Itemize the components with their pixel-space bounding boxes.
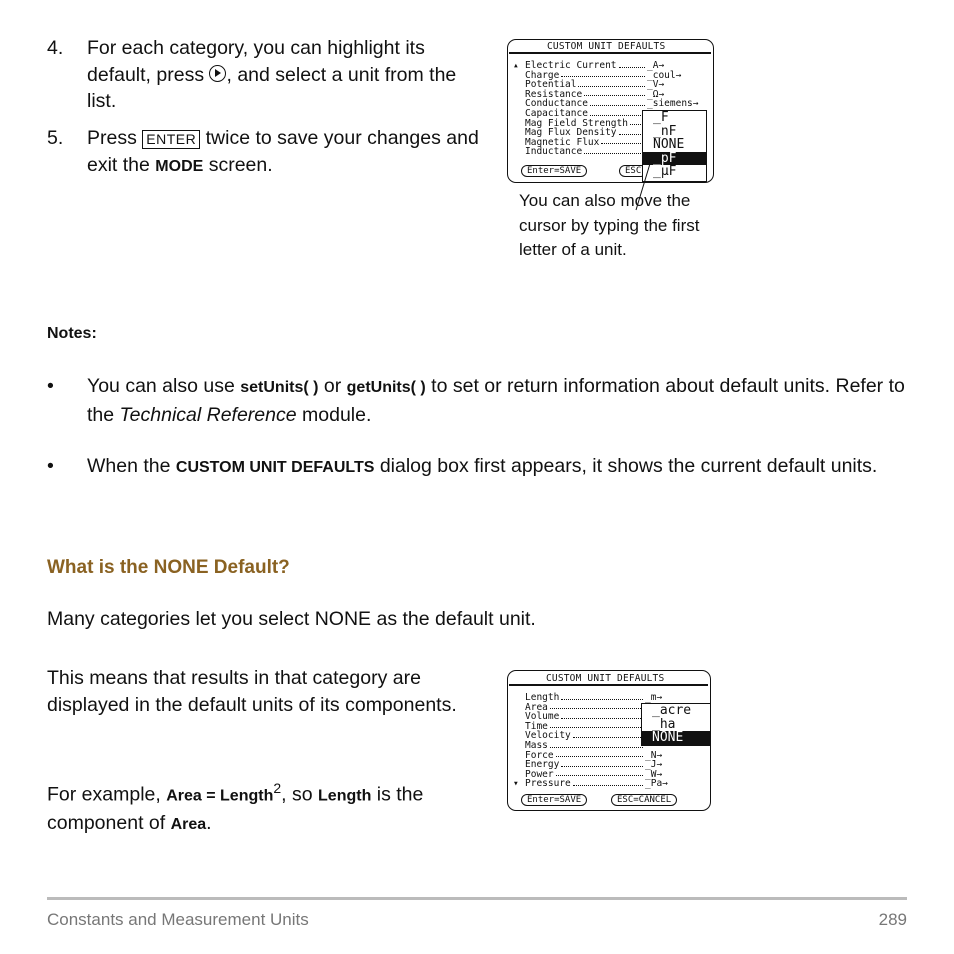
dot-leader xyxy=(573,779,643,786)
esc-cancel-button[interactable]: ESC=CANCEL xyxy=(611,794,677,806)
dot-leader xyxy=(550,741,643,748)
unit-category-label: Pressure xyxy=(525,778,571,790)
scroll-marker-icon xyxy=(513,119,525,129)
dot-leader xyxy=(601,138,645,145)
custom-unit-defaults-screen xyxy=(507,39,715,184)
paragraph-text: is the component of xyxy=(47,783,424,834)
step-number: 4. xyxy=(47,37,64,59)
note-bullet-2 xyxy=(47,453,907,482)
right-arrow-key-icon xyxy=(209,65,226,82)
unit-category-label: Force xyxy=(525,749,554,761)
unit-option[interactable]: NONE xyxy=(653,137,685,152)
step-number: 5. xyxy=(47,127,64,149)
scroll-marker-icon xyxy=(513,71,525,81)
unit-option[interactable]: _ha xyxy=(652,716,676,732)
dot-leader xyxy=(578,80,645,87)
screen-title: CUSTOM UNIT DEFAULTS xyxy=(546,673,665,684)
unit-default-value[interactable]: _N→ xyxy=(645,749,663,761)
paragraph: This means that results in that category are displayed in the default units of its components. xyxy=(47,667,457,716)
notes-label: Notes: xyxy=(47,325,97,342)
scroll-marker-icon xyxy=(513,109,525,119)
dot-leader xyxy=(584,90,645,97)
note-bullet-1 xyxy=(47,373,907,428)
unit-category-label: Length xyxy=(525,692,560,703)
unit-default-value[interactable]: _Ω→ xyxy=(647,88,665,100)
unit-option[interactable]: _μF xyxy=(653,164,677,179)
dot-leader xyxy=(590,99,645,106)
unit-category-label: Charge xyxy=(525,69,560,81)
step-text: For each category, you can highlight its default, press xyxy=(87,37,425,86)
dot-leader xyxy=(561,693,643,700)
area-term: Area xyxy=(170,816,207,833)
paragraph-text: . xyxy=(206,812,212,834)
scroll-marker-icon xyxy=(513,712,525,722)
scroll-marker-icon xyxy=(513,80,525,90)
paragraph: Many categories let you select NONE as the default unit. xyxy=(47,608,536,630)
unit-default-value[interactable]: _A→ xyxy=(647,60,665,71)
bullet-icon: • xyxy=(47,375,54,397)
unit-default-value[interactable]: _Pa→ xyxy=(645,778,668,790)
unit-category-label: Volume xyxy=(525,711,560,723)
note-text: module. xyxy=(296,403,372,426)
setunits-function: setUnits( ) xyxy=(240,379,319,396)
unit-category-label: Power xyxy=(525,768,554,780)
dot-leader xyxy=(619,61,645,68)
enter-save-button[interactable]: Enter=SAVE xyxy=(521,794,587,806)
scroll-marker-icon: ▴ xyxy=(513,60,519,71)
scroll-marker-icon xyxy=(513,99,525,109)
unit-default-value[interactable]: _m→ xyxy=(645,692,663,703)
note-text: to set or return information about default units. Refer to the xyxy=(87,375,905,426)
paragraph-text: For example, xyxy=(47,783,167,806)
note-text: or xyxy=(318,375,347,397)
note-text: You can also use xyxy=(87,375,241,397)
step-4 xyxy=(47,35,487,115)
unit-category-label: Energy xyxy=(525,759,560,771)
title-divider xyxy=(509,52,711,54)
enter-save-button[interactable]: Enter=SAVE xyxy=(521,165,587,177)
unit-option[interactable]: _nF xyxy=(653,123,677,139)
dot-leader xyxy=(550,722,643,729)
unit-option[interactable]: _F xyxy=(653,110,669,125)
scroll-marker-icon xyxy=(513,731,525,741)
unit-category-label: Mag Flux Density xyxy=(525,127,617,139)
unit-default-value[interactable]: _V→ xyxy=(647,79,665,91)
exponent: 2 xyxy=(273,780,282,796)
dot-leader xyxy=(550,703,643,710)
title-divider xyxy=(509,684,708,686)
unit-default-value[interactable]: _J→ xyxy=(645,759,663,771)
scroll-marker-icon xyxy=(513,128,525,138)
example-paragraph xyxy=(47,775,502,839)
unit-category-label: Mass xyxy=(525,739,548,751)
step-text: twice to save your changes and exit the xyxy=(87,127,479,176)
step-text: screen. xyxy=(203,153,273,176)
technical-reference-title: Technical Reference xyxy=(119,403,297,426)
scroll-marker-icon xyxy=(513,138,525,148)
section-heading: What is the NONE Default? xyxy=(47,557,290,578)
screen-title: CUSTOM UNIT DEFAULTS xyxy=(547,41,666,52)
area-formula: Area = Length xyxy=(166,787,274,805)
dialog-name: CUSTOM UNIT DEFAULTS xyxy=(175,459,375,476)
bullet-icon: • xyxy=(47,455,54,477)
unit-category-label: Magnetic Flux xyxy=(525,136,600,148)
unit-default-value[interactable]: _coul→ xyxy=(647,69,682,81)
scroll-marker-icon xyxy=(513,760,525,770)
unit-dropdown[interactable] xyxy=(641,703,711,746)
dot-leader xyxy=(584,147,645,154)
note-text: When the xyxy=(87,455,176,477)
unit-category-label: Potential xyxy=(525,79,577,91)
dot-leader xyxy=(561,71,645,78)
scroll-marker-icon xyxy=(513,90,525,100)
unit-category-label: Electric Current xyxy=(525,60,617,71)
dot-leader xyxy=(556,770,643,777)
unit-default-value[interactable]: _W→ xyxy=(645,768,663,780)
unit-category-label: Velocity xyxy=(525,730,571,742)
scroll-marker-icon xyxy=(513,741,525,751)
dot-leader xyxy=(556,751,643,758)
scroll-marker-icon: ▾ xyxy=(513,778,519,790)
unit-option[interactable]: _acre xyxy=(652,703,692,718)
step-text: Press xyxy=(87,127,143,149)
custom-unit-defaults-screen xyxy=(507,670,712,812)
unit-option[interactable]: _pF xyxy=(643,152,706,166)
step-5 xyxy=(47,125,487,180)
paragraph-text: , so xyxy=(281,783,319,806)
unit-category-label: Capacitance xyxy=(525,107,588,119)
unit-category-label: Resistance xyxy=(525,88,583,100)
dot-leader xyxy=(590,109,645,116)
scroll-marker-icon xyxy=(513,703,525,713)
mode-label: MODE xyxy=(155,157,204,175)
unit-category-label: Area xyxy=(525,701,548,713)
step-text: , and select a unit from the list. xyxy=(87,63,457,112)
unit-category-label: Mag Field Strength xyxy=(525,117,628,129)
scroll-marker-icon xyxy=(513,147,525,157)
dot-leader xyxy=(561,712,643,719)
getunits-function: getUnits( ) xyxy=(346,379,426,396)
dot-leader xyxy=(561,760,643,767)
unit-category-label: Conductance xyxy=(525,98,588,110)
unit-row[interactable] xyxy=(513,779,703,789)
dot-leader xyxy=(573,731,643,738)
scroll-marker-icon xyxy=(513,693,525,703)
unit-category-label: Inductance xyxy=(525,146,583,158)
unit-default-value[interactable]: _siemens→ xyxy=(647,98,699,110)
screen-caption: You can also move the cursor by typing the first letter of a unit. xyxy=(519,191,700,259)
scroll-marker-icon xyxy=(513,722,525,732)
footer-divider xyxy=(47,897,907,900)
page-number: 289 xyxy=(878,910,907,929)
scroll-marker-icon xyxy=(513,751,525,761)
length-term: Length xyxy=(318,787,372,805)
unit-option[interactable]: NONE xyxy=(642,731,710,745)
esc-cancel-button[interactable]: ESC xyxy=(619,165,647,177)
unit-category-label: Time xyxy=(525,720,548,732)
footer-section-title: Constants and Measurement Units xyxy=(47,910,309,929)
note-text: dialog box first appears, it shows the current default units. xyxy=(374,455,878,477)
enter-key: ENTER xyxy=(142,130,200,149)
